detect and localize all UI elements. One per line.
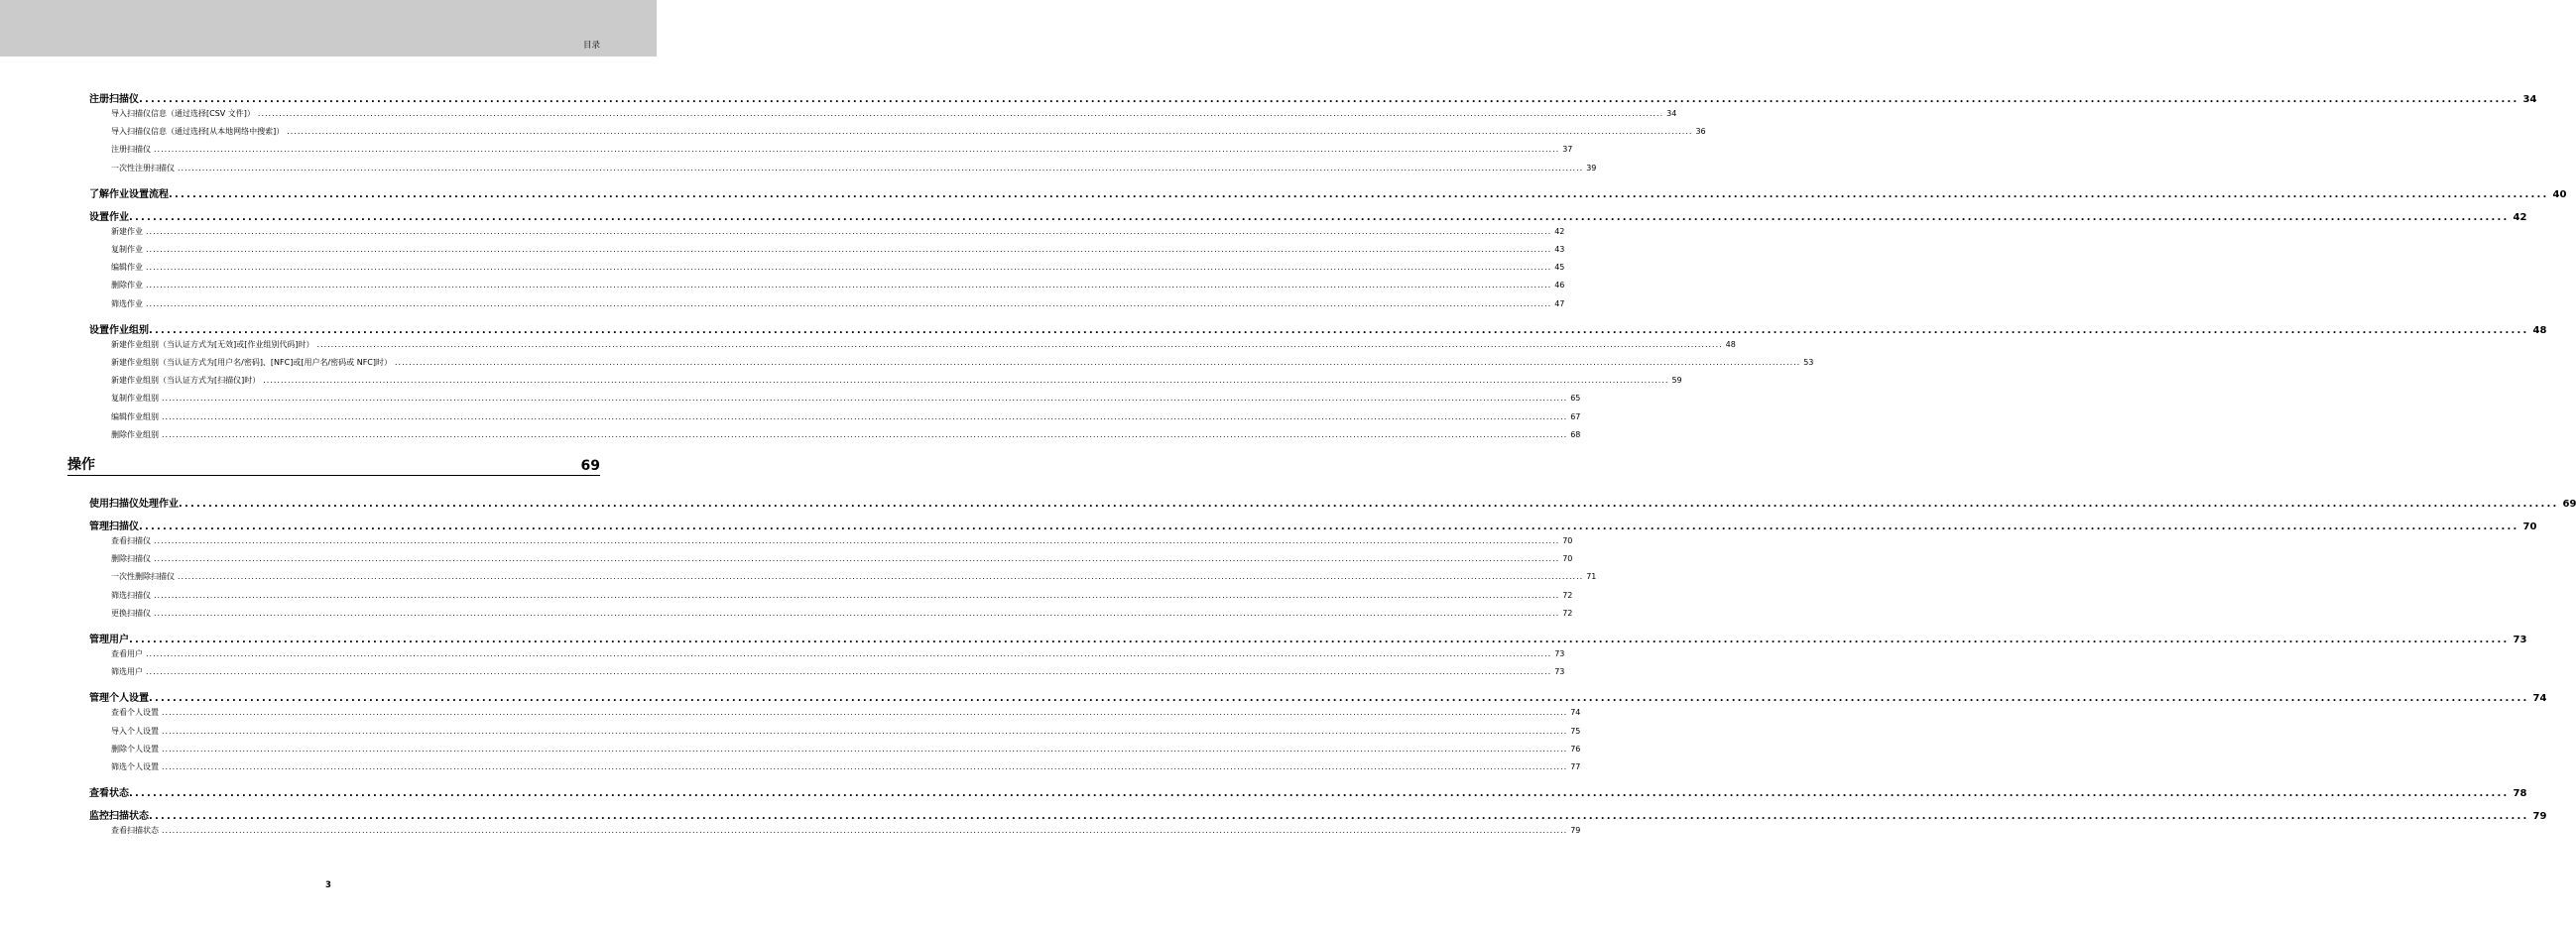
toc-entry-page: 53 [1803, 358, 1814, 367]
toc-entry-page: 69 [2562, 499, 2576, 510]
toc-subsection-entry[interactable] [111, 761, 1581, 772]
toc-dot-leader: ................................................................................................................................................................................................................................................................................................................................................................................................................ [257, 109, 1664, 118]
toc-entry-title: 筛选扫描仪 [111, 590, 151, 600]
toc-dot-leader: ................................................................................................................................................................................................................................................................................................................................................................................................................ [146, 245, 1552, 254]
toc-entry-page: 37 [1562, 145, 1573, 155]
toc-dot-leader: ................................................................................................................................................................................................................................................................................................................................................................................................................ [169, 188, 2549, 200]
toc-dot-leader: ................................................................................................................................................................................................................................................................................................................................................................................................................ [162, 826, 1568, 836]
toc-section-entry[interactable] [89, 631, 2527, 645]
toc-entry-title: 了解作业设置流程 [89, 188, 169, 200]
toc-dot-leader: ................................................................................................................................................................................................................................................................................................................................................................................................................ [263, 376, 1669, 386]
toc-subsection-entry[interactable] [111, 825, 1581, 836]
toc-subsection-entry[interactable] [111, 163, 1597, 174]
header-label: 目录 [582, 41, 600, 51]
toc-subsection-entry[interactable] [111, 411, 1581, 422]
toc-entry-page: 79 [1570, 826, 1581, 836]
toc-section-entry[interactable] [89, 689, 2547, 705]
toc-entry-title: 筛选个人设置 [111, 762, 159, 771]
toc-entry-title: 编辑作业 [111, 263, 143, 273]
toc-entry-title: 监控扫描状态 [89, 811, 149, 823]
toc-subsection-entry[interactable] [111, 298, 1565, 309]
chapter-heading[interactable] [67, 459, 600, 476]
toc-entry-page: 75 [1570, 726, 1581, 736]
toc-dot-leader: ................................................................................................................................................................................................................................................................................................................................................................................................................ [146, 281, 1552, 290]
toc-entry-title: 设置作业组别 [89, 324, 149, 336]
toc-subsection-entry[interactable] [111, 244, 1565, 255]
page-number: 3 [325, 880, 331, 890]
toc-entry-title: 复制作业组别 [111, 394, 159, 404]
toc-entry-title: 查看用户 [111, 649, 143, 658]
toc-entry-page: 45 [1554, 263, 1565, 273]
toc-entry-page: 70 [1562, 536, 1573, 545]
toc-entry-page: 42 [2513, 211, 2527, 223]
toc-subsection-entry[interactable] [111, 126, 1706, 137]
toc-entry-title: 管理扫描仪 [89, 522, 139, 532]
toc-subsection-entry[interactable] [111, 339, 1736, 350]
toc-entry-title: 删除扫描仪 [111, 554, 151, 564]
toc-entry-title: 更换扫描仪 [111, 608, 151, 618]
toc-entry-page: 74 [1570, 708, 1581, 718]
toc-entry-title: 删除作业组别 [111, 429, 159, 439]
toc-entry-title: 查看个人设置 [111, 708, 159, 718]
toc-entry-title: 筛选作业 [111, 298, 143, 308]
toc-entry-page: 74 [2532, 693, 2547, 705]
toc-subsection-entry[interactable] [111, 280, 1565, 290]
toc-subsection-entry[interactable] [111, 375, 1682, 386]
toc-entry-page: 65 [1570, 394, 1581, 404]
toc-dot-leader: ................................................................................................................................................................................................................................................................................................................................................................................................................ [139, 522, 2519, 532]
toc-dot-leader: ................................................................................................................................................................................................................................................................................................................................................................................................................ [146, 263, 1552, 273]
toc-dot-leader: ................................................................................................................................................................................................................................................................................................................................................................................................................ [146, 226, 1552, 236]
toc-entry-page: 79 [2532, 811, 2547, 823]
toc-subsection-entry[interactable] [111, 535, 1573, 546]
toc-dot-leader: ................................................................................................................................................................................................................................................................................................................................................................................................................ [179, 499, 2559, 510]
toc-dot-leader: ................................................................................................................................................................................................................................................................................................................................................................................................................ [129, 211, 2510, 223]
toc-entry-page: 34 [2522, 94, 2537, 105]
toc-entry-title: 新建作业组别（当认证方式为[用户名/密码]、[NFC]或[用户名/密码或 NFC]时） [111, 358, 393, 367]
toc-entry-page: 72 [1562, 608, 1573, 618]
toc-section-entry[interactable] [89, 784, 2527, 800]
chapter-title: 操作 [67, 457, 95, 473]
toc-entry-page: 71 [1586, 572, 1597, 582]
toc-entry-title: 一次性删除扫描仪 [111, 572, 175, 582]
toc-subsection-entry[interactable] [111, 226, 1565, 237]
toc-entry-title: 管理用户 [89, 635, 129, 645]
toc-entry-title: 查看扫描状态 [111, 826, 159, 836]
toc-subsection-entry[interactable] [111, 744, 1581, 754]
toc-subsection-entry[interactable] [111, 144, 1573, 155]
toc-entry-page: 59 [1671, 376, 1682, 386]
toc-entry-title: 设置作业 [89, 211, 129, 223]
toc-entry-title: 筛选用户 [111, 667, 143, 677]
toc-dot-leader: ................................................................................................................................................................................................................................................................................................................................................................................................................ [162, 394, 1568, 404]
toc-entry-page: 68 [1570, 429, 1581, 439]
toc-entry-title: 导入个人设置 [111, 726, 159, 736]
toc-entry-title: 新建作业组别（当认证方式为[扫描仪]时） [111, 376, 261, 386]
toc-entry-title: 复制作业 [111, 245, 143, 254]
toc-section-entry[interactable] [89, 90, 2537, 105]
toc-entry-page: 36 [1695, 127, 1706, 137]
toc-dot-leader: ................................................................................................................................................................................................................................................................................................................................................................................................................ [162, 762, 1568, 771]
toc-subsection-entry[interactable] [111, 571, 1597, 582]
toc-subsection-entry[interactable] [111, 590, 1573, 601]
toc-entry-page: 72 [1562, 590, 1573, 600]
toc-entry-title: 删除作业 [111, 281, 143, 290]
toc-dot-leader: ................................................................................................................................................................................................................................................................................................................................................................................................................ [154, 554, 1560, 564]
toc-section-entry[interactable] [89, 495, 2576, 510]
toc-entry-title: 删除个人设置 [111, 744, 159, 754]
toc-subsection-entry[interactable] [111, 108, 1677, 119]
toc-entry-page: 70 [1562, 554, 1573, 564]
toc-dot-leader: ................................................................................................................................................................................................................................................................................................................................................................................................................ [162, 411, 1568, 421]
toc-entry-page: 73 [1554, 667, 1565, 677]
chapter-page: 69 [580, 458, 600, 474]
toc-dot-leader: ................................................................................................................................................................................................................................................................................................................................................................................................................ [146, 649, 1552, 658]
toc-dot-leader: ................................................................................................................................................................................................................................................................................................................................................................................................................ [287, 127, 1693, 137]
toc-dot-leader: ................................................................................................................................................................................................................................................................................................................................................................................................................ [178, 163, 1584, 173]
toc-entry-page: 77 [1570, 762, 1581, 771]
toc-dot-leader: ................................................................................................................................................................................................................................................................................................................................................................................................................ [162, 429, 1568, 439]
toc-dot-leader: ................................................................................................................................................................................................................................................................................................................................................................................................................ [316, 339, 1723, 349]
toc-subsection-entry[interactable] [111, 707, 1581, 718]
toc-dot-leader: ................................................................................................................................................................................................................................................................................................................................................................................................................ [395, 358, 1801, 367]
toc-dot-leader: ................................................................................................................................................................................................................................................................................................................................................................................................................ [146, 667, 1552, 677]
toc-dot-leader: ................................................................................................................................................................................................................................................................................................................................................................................................................ [129, 788, 2510, 800]
toc-entry-page: 70 [2522, 522, 2537, 532]
toc-dot-leader: ................................................................................................................................................................................................................................................................................................................................................................................................................ [149, 811, 2529, 823]
toc-entry-page: 42 [1554, 226, 1565, 236]
toc-entry-page: 47 [1554, 298, 1565, 308]
toc-entry-title: 新建作业 [111, 226, 143, 236]
toc-dot-leader: ................................................................................................................................................................................................................................................................................................................................................................................................................ [154, 145, 1560, 155]
toc-dot-leader: ................................................................................................................................................................................................................................................................................................................................................................................................................ [154, 590, 1560, 600]
toc-entry-title: 使用扫描仪处理作业 [89, 499, 179, 510]
toc-entry-page: 73 [1554, 649, 1565, 658]
toc-entry-page: 76 [1570, 744, 1581, 754]
toc-entry-title: 管理个人设置 [89, 693, 149, 705]
toc-subsection-entry[interactable] [111, 262, 1565, 273]
toc-subsection-entry[interactable] [111, 648, 1565, 659]
toc-subsection-entry[interactable] [111, 608, 1573, 619]
toc-dot-leader: ................................................................................................................................................................................................................................................................................................................................................................................................................ [149, 693, 2529, 705]
toc-entry-title: 查看扫描仪 [111, 536, 151, 545]
toc-subsection-entry[interactable] [111, 726, 1581, 737]
toc-entry-title: 导入扫描仪信息（通过选择[CSV 文件]） [111, 109, 255, 118]
toc-entry-title: 注册扫描仪 [111, 145, 151, 155]
toc-subsection-entry[interactable] [111, 393, 1581, 404]
toc-dot-leader: ................................................................................................................................................................................................................................................................................................................................................................................................................ [162, 726, 1568, 736]
toc-subsection-entry[interactable] [111, 666, 1565, 677]
toc-entry-page: 48 [2532, 324, 2547, 336]
toc-entry-title: 查看状态 [89, 788, 129, 800]
toc-dot-leader: ................................................................................................................................................................................................................................................................................................................................................................................................................ [139, 94, 2519, 105]
toc-section-entry[interactable] [89, 807, 2547, 823]
toc-dot-leader: ................................................................................................................................................................................................................................................................................................................................................................................................................ [149, 324, 2529, 336]
toc-entry-title: 导入扫描仪信息（通过选择[从本地网络中搜索]） [111, 127, 285, 137]
toc-entry-page: 67 [1570, 411, 1581, 421]
toc-dot-leader: ................................................................................................................................................................................................................................................................................................................................................................................................................ [146, 298, 1552, 308]
toc-entry-page: 40 [2552, 188, 2567, 200]
toc-dot-leader: ................................................................................................................................................................................................................................................................................................................................................................................................................ [154, 608, 1560, 618]
toc-section-entry[interactable] [89, 208, 2527, 223]
toc-dot-leader: ................................................................................................................................................................................................................................................................................................................................................................................................................ [129, 635, 2510, 645]
toc-dot-leader: ................................................................................................................................................................................................................................................................................................................................................................................................................ [162, 708, 1568, 718]
toc-entry-page: 46 [1554, 281, 1565, 290]
toc-entry-title: 一次性注册扫描仪 [111, 163, 175, 173]
toc-section-entry[interactable] [89, 185, 2567, 200]
toc-dot-leader: ................................................................................................................................................................................................................................................................................................................................................................................................................ [162, 744, 1568, 754]
toc-entry-page: 48 [1725, 339, 1736, 349]
toc-entry-title: 注册扫描仪 [89, 94, 139, 105]
toc-entry-title: 新建作业组别（当认证方式为[无效]或[作业组别代码]时） [111, 339, 314, 349]
toc-dot-leader: ................................................................................................................................................................................................................................................................................................................................................................................................................ [154, 536, 1560, 545]
toc-subsection-entry[interactable] [111, 553, 1573, 564]
toc-subsection-entry[interactable] [111, 429, 1581, 440]
toc-subsection-entry[interactable] [111, 357, 1814, 368]
toc-entry-page: 39 [1586, 163, 1597, 173]
toc-entry-page: 73 [2513, 635, 2527, 645]
toc-entry-page: 43 [1554, 245, 1565, 254]
toc-dot-leader: ................................................................................................................................................................................................................................................................................................................................................................................................................ [178, 572, 1584, 582]
toc-entry-page: 34 [1666, 109, 1677, 118]
toc-section-entry[interactable] [89, 518, 2537, 532]
toc-entry-title: 编辑作业组别 [111, 411, 159, 421]
toc-entry-page: 78 [2513, 788, 2527, 800]
toc-section-entry[interactable] [89, 321, 2547, 336]
